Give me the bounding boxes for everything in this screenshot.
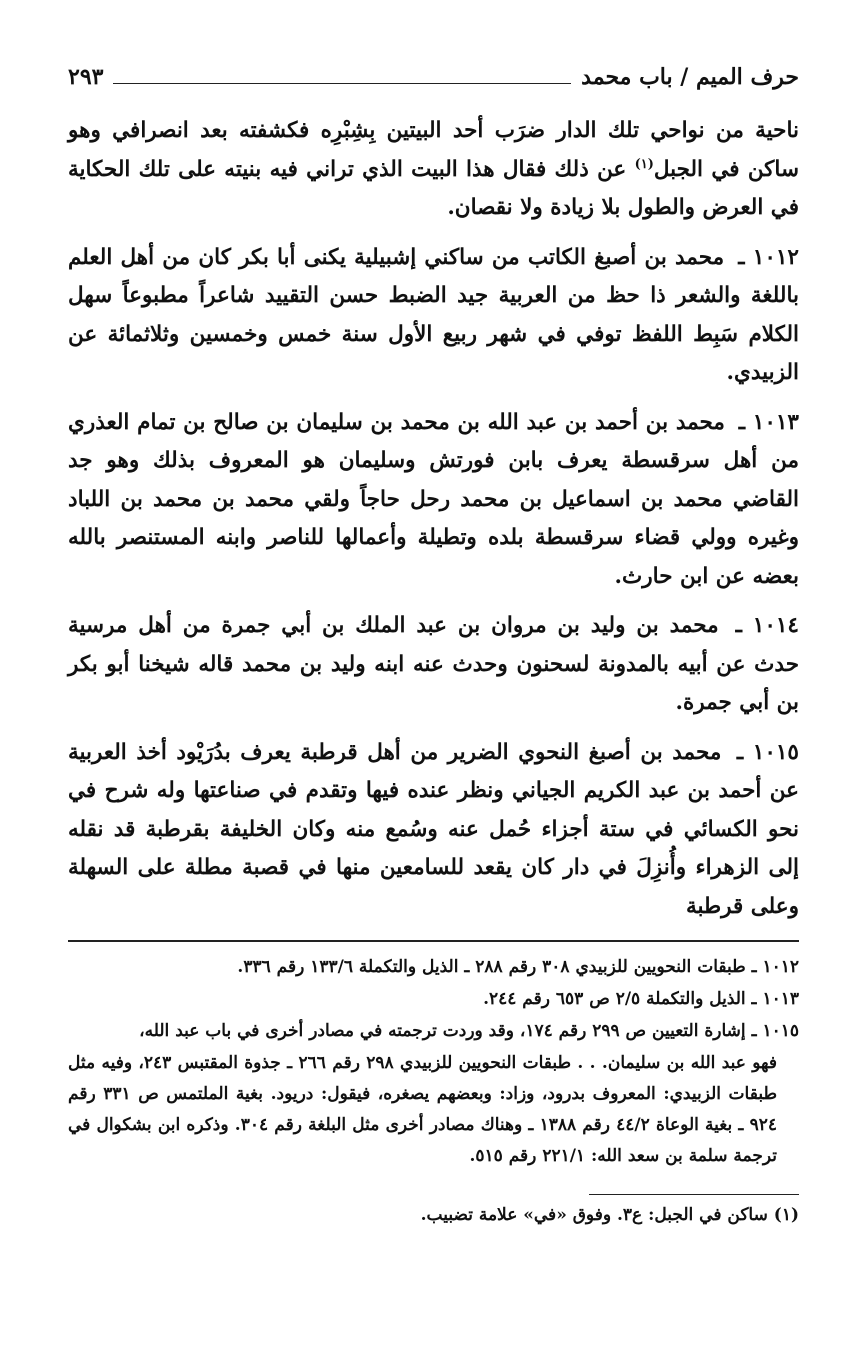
entry-number: ١٠١٥ ـ (736, 739, 799, 765)
notes-divider (68, 940, 799, 942)
note-1015: ١٠١٥ ـ إشارة التعيين ص ٢٩٩ رقم ١٧٤، وقد وردت ترجمته في مصادر أخرى في باب عبد الله، (139, 1021, 799, 1041)
entry-1014 (68, 607, 799, 723)
header-title: حرف الميم / باب محمد (581, 64, 799, 90)
main-text (68, 112, 799, 926)
entry-text: محمد بن وليد بن مروان بن عبد الملك بن أبي جمرة من أهل مرسية حدث عن أبيه بالمدونة لسحنون وحدث عنه ابنه وليد بن محمد قاله شيخنا أبو بكر بن أبي جمرة. (68, 613, 799, 715)
entry-number: ١٠١٣ ـ (738, 409, 799, 435)
note-1013: ١٠١٣ ـ الذيل والتكملة ٢/٥ ص ٦٥٣ رقم ٢٤٤. (483, 989, 799, 1009)
note-1015-continuation: فهو عبد الله بن سليمان. . . طبقات النحويين للزبيدي ٢٩٨ رقم ٢٦٦ ـ جذوة المقتبس ٢٤٣، وفيه مثل طبقات الزبيدي: المعروف بدرود، وزاد: وبعضهم يصغره، فيقول: دريود. بغية الملتمس ص ٣٣١ رقم ٩٢٤ ـ بغية الوعاة ٤٤/٢ رقم ١٣٨٨ ـ وهناك مصادر أخرى مثل البلغة رقم ٣٠٤. وذكره ابن بشكوال في ترجمة سلمة بن سعد الله: ٢٢١/١ رقم ٥١٥. (68, 1053, 778, 1166)
entry-text: محمد بن أصبغ الكاتب من ساكني إشبيلية يكنى أبا بكر كان من أهل العلم باللغة والشعر ذا حظ من العربية جيد الضبط حسن التقييد شاعراً مطبوعاً سهل الكلام سَبِط اللفظ توفي في شهر ربيع الأول سنة خمس وخمسين وثلاثمائة عن الزبيدي. (68, 244, 799, 385)
paragraph-continuation (68, 112, 799, 228)
paragraph-text: عن ذلك فقال هذا البيت الذي تراني فيه بنيته على تلك الحكاية في العرض والطول بلا زيادة ولا نقصان. (68, 156, 799, 220)
footnote-divider (589, 1194, 799, 1195)
entry-number: ١٠١٤ ـ (735, 613, 799, 638)
entry-text: محمد بن أحمد بن عبد الله بن محمد بن سليمان بن صالح بن تمام العذري من أهل سرقسطة يعرف بابن فورتش وسليمان هو المعروف بذلك وهو جد القاضي محمد بن اسماعيل بن محمد رحل حاجاً ولقي محمد بن محمد بن اللباد وغيره وولي قضاء سرقسطة بلده وتطيلة وأعمالها للناصر وابنه المستنصر بالله بعضه عن ابن حارث. (68, 409, 799, 589)
source-notes (68, 952, 799, 1172)
entry-1015 (68, 734, 799, 927)
running-header (68, 62, 799, 92)
entry-1013 (68, 404, 799, 597)
header-rule (113, 83, 571, 84)
entry-text: محمد بن أصبغ النحوي الضرير من أهل قرطبة يعرف بدُرَيْود أخذ العربية عن أحمد بن عبد الكريم الجياني ونظر عنده فيها وتقدم في صناعتها وله شرح في نحو الكسائي في ستة أجزاء حُمل عنه وسُمع منه وكان الخليفة بقرطبة قد نقله إلى الزهراء وأُنزِلَ في دار كان يقعد للسامعين منها في قصبة مطلة على السهلة وعلى قرطبة (68, 739, 799, 919)
footnote: (١) ساكن في الجبل: ع٣. وفوق «في» علامة تضبيب. (420, 1205, 799, 1225)
entry-number: ١٠١٢ ـ (738, 244, 799, 270)
page-number: ٢٩٣ (68, 64, 104, 90)
footnote-marker[interactable]: (١) (634, 156, 654, 172)
paragraph-text: ناحية من نواحي تلك الدار ضرَب أحد البيتين بِشِبْرِه فكشفته بعد انصرافي وهو ساكن في الجبل (68, 118, 799, 182)
note-1012: ١٠١٢ ـ طبقات النحويين للزبيدي ٣٠٨ رقم ٢٨٨ ـ الذيل والتكملة ١٣٣/٦ رقم ٣٣٦. (237, 957, 799, 977)
entry-1012 (68, 239, 799, 393)
